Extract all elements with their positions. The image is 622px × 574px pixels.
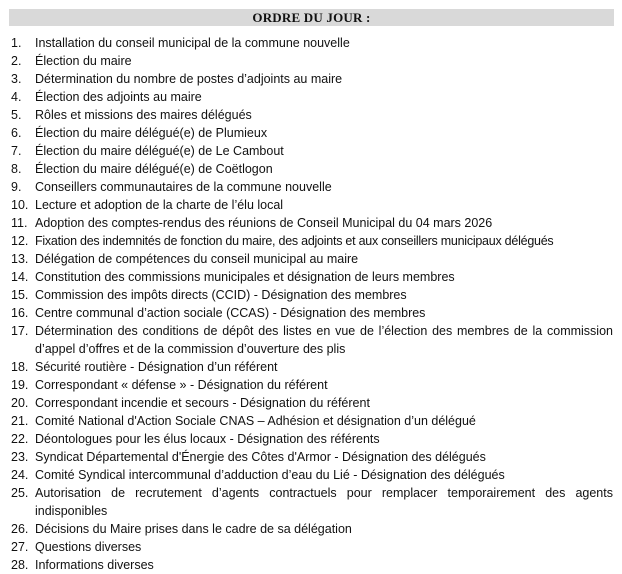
item-text: Comité National d'Action Sociale CNAS – Adhésion et désignation d’un délégué xyxy=(35,414,476,428)
agenda-item-14 xyxy=(0,268,622,286)
item-text: Autorisation de recrutement d’agents contractuels pour remplacer temporairement des agents indisponibles xyxy=(35,486,613,518)
agenda-item-9 xyxy=(0,178,622,196)
item-number: 18. xyxy=(11,360,29,374)
item-number: 12. xyxy=(11,234,29,248)
item-number: 26. xyxy=(11,522,29,536)
agenda-item-11 xyxy=(0,214,622,232)
item-number: 7. xyxy=(11,144,22,158)
agenda-item-10 xyxy=(0,196,622,214)
item-text: Élection du maire délégué(e) de Le Cambout xyxy=(35,144,284,158)
item-text: Correspondant « défense » - Désignation du référent xyxy=(35,378,328,392)
item-number: 3. xyxy=(11,72,22,86)
item-number: 6. xyxy=(11,126,22,140)
item-number: 14. xyxy=(11,270,29,284)
agenda-item-25 xyxy=(0,484,622,520)
item-number: 15. xyxy=(11,288,29,302)
item-text: Déontologues pour les élus locaux - Désignation des référents xyxy=(35,432,380,446)
item-text: Lecture et adoption de la charte de l’élu local xyxy=(35,198,284,212)
item-number: 27. xyxy=(11,540,29,554)
item-text: Délégation de compétences du conseil municipal au maire xyxy=(35,252,359,266)
item-text: Adoption des comptes-rendus des réunions de Conseil Municipal du 04 mars 2026 xyxy=(35,216,493,230)
agenda-item-27 xyxy=(0,538,622,556)
agenda-item-18 xyxy=(0,358,622,376)
item-text: Décisions du Maire prises dans le cadre de sa délégation xyxy=(35,522,352,536)
item-text: Informations diverses xyxy=(35,558,154,572)
item-number: 5. xyxy=(11,108,22,122)
agenda-item-19 xyxy=(0,376,622,394)
agenda-item-22 xyxy=(0,430,622,448)
item-number: 11. xyxy=(11,216,28,230)
item-text: Détermination du nombre de postes d’adjoints au maire xyxy=(35,72,343,86)
item-text: Élection du maire xyxy=(35,54,132,68)
agenda-item-24 xyxy=(0,466,622,484)
item-number: 13. xyxy=(11,252,29,266)
item-number: 20. xyxy=(11,396,29,410)
agenda-item-16 xyxy=(0,304,622,322)
agenda-item-6 xyxy=(0,124,622,142)
item-number: 25. xyxy=(11,486,29,500)
item-text: Rôles et missions des maires délégués xyxy=(35,108,252,122)
agenda-item-1 xyxy=(0,34,622,52)
item-number: 4. xyxy=(11,90,22,104)
item-number: 17. xyxy=(11,324,29,338)
item-text: Commission des impôts directs (CCID) - Désignation des membres xyxy=(35,288,407,302)
item-text: Constitution des commissions municipales et désignation de leurs membres xyxy=(35,270,455,284)
item-text: Syndicat Départemental d'Énergie des Côtes d'Armor - Désignation des délégués xyxy=(35,450,486,464)
item-text: Élection du maire délégué(e) de Plumieux xyxy=(35,126,268,140)
item-number: 1. xyxy=(11,36,22,50)
item-number: 23. xyxy=(11,450,29,464)
item-text: Élection du maire délégué(e) de Coëtlogon xyxy=(35,162,273,176)
agenda-title: ORDRE DU JOUR : xyxy=(252,10,371,25)
agenda-item-26 xyxy=(0,520,622,538)
agenda-item-28 xyxy=(0,556,622,574)
item-text: Détermination des conditions de dépôt des listes en vue de l’élection des membres de la commission d’appel d’offres et de la commission d’ouverture des plis xyxy=(35,324,613,356)
item-number: 9. xyxy=(11,180,22,194)
agenda-item-12 xyxy=(0,232,622,250)
agenda-item-15 xyxy=(0,286,622,304)
agenda-item-20 xyxy=(0,394,622,412)
item-text: Installation du conseil municipal de la commune nouvelle xyxy=(35,36,350,50)
agenda-item-13 xyxy=(0,250,622,268)
agenda-item-7 xyxy=(0,142,622,160)
item-number: 2. xyxy=(11,54,22,68)
agenda-item-5 xyxy=(0,106,622,124)
agenda-item-3 xyxy=(0,70,622,88)
agenda-item-8 xyxy=(0,160,622,178)
item-text: Comité Syndical intercommunal d’adduction d’eau du Lié - Désignation des délégués xyxy=(35,468,505,482)
agenda-item-17 xyxy=(0,322,622,358)
item-number: 10. xyxy=(11,198,29,212)
item-number: 8. xyxy=(11,162,22,176)
item-text: Correspondant incendie et secours - Désignation du référent xyxy=(35,396,370,410)
item-text: Centre communal d’action sociale (CCAS) - Désignation des membres xyxy=(35,306,426,320)
item-number: 21. xyxy=(11,414,29,428)
item-text: Questions diverses xyxy=(35,540,142,554)
item-number: 24. xyxy=(11,468,29,482)
item-number: 28. xyxy=(11,558,29,572)
agenda-item-23 xyxy=(0,448,622,466)
agenda-item-4 xyxy=(0,88,622,106)
agenda-item-2 xyxy=(0,52,622,70)
item-text: Sécurité routière - Désignation d’un référent xyxy=(35,360,278,374)
item-text: Conseillers communautaires de la commune nouvelle xyxy=(35,180,332,194)
item-number: 16. xyxy=(11,306,29,320)
item-number: 22. xyxy=(11,432,29,446)
item-number: 19. xyxy=(11,378,29,392)
agenda-title-bar xyxy=(9,9,614,26)
agenda-list xyxy=(0,34,622,574)
item-text: Élection des adjoints au maire xyxy=(35,90,202,104)
agenda-item-21 xyxy=(0,412,622,430)
item-text: Fixation des indemnités de fonction du maire, des adjoints et aux conseillers municipaux délégués xyxy=(35,234,554,248)
